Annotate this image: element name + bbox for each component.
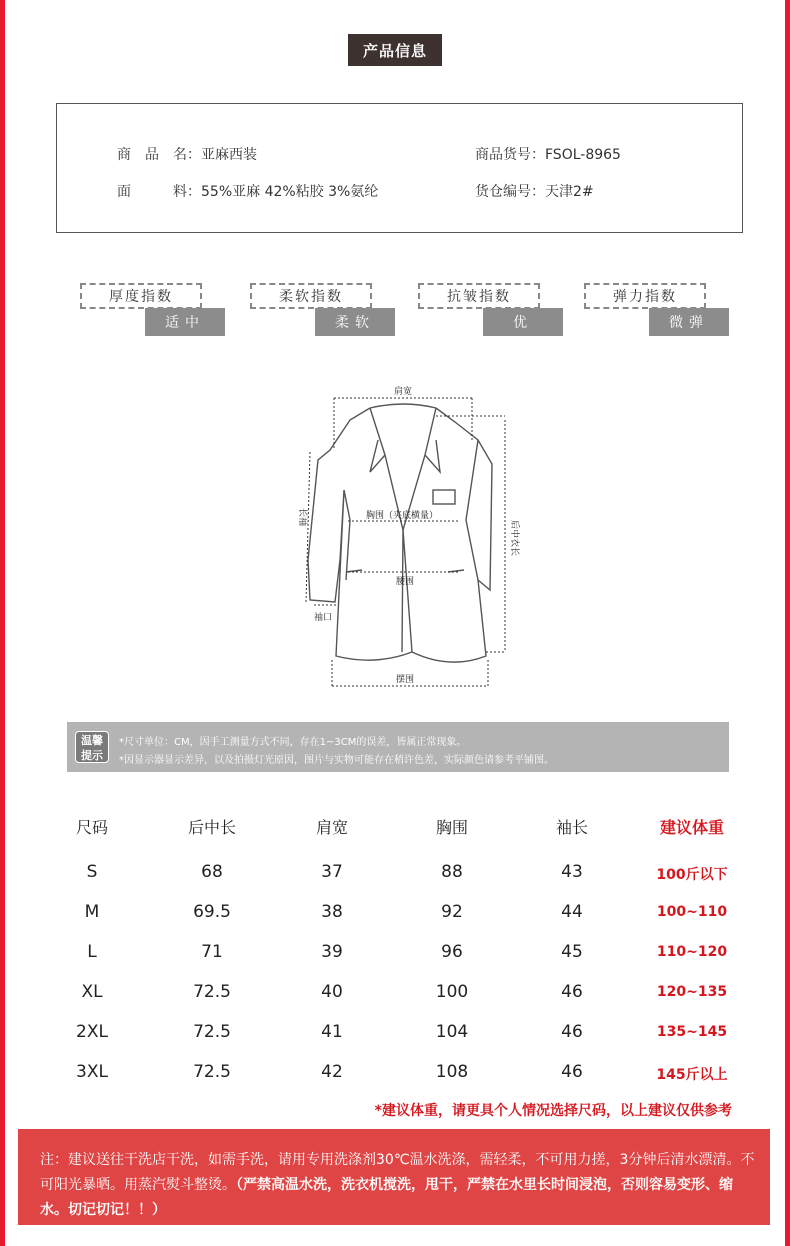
size-cell: 3XL [76, 1062, 108, 1082]
shoulder-cell: 38 [321, 902, 343, 922]
chest-label: 胸围（夹底横量） [366, 511, 439, 521]
shoulder-cell: 41 [321, 1022, 343, 1042]
jacket-sketch [290, 380, 530, 690]
header-sleeve: 袖长 [555, 818, 588, 837]
sleeve-cell: 46 [561, 1022, 583, 1042]
product-name-value: 亚麻西装 [201, 147, 257, 163]
elasticity-index [584, 283, 732, 339]
size-cell: M [84, 902, 100, 922]
size-cell: S [86, 862, 98, 882]
back-length-cell: 72.5 [193, 1062, 231, 1082]
hem-label: 摆围 [396, 675, 415, 685]
shoulder-label: 肩宽 [394, 387, 413, 397]
product-name-row [117, 144, 257, 164]
product-info-box [56, 103, 743, 233]
product-sku-value: FSOL-8965 [545, 147, 621, 163]
wrinkle-index [418, 283, 566, 339]
weight-cell: 100斤以下 [656, 867, 728, 883]
chest-cell: 88 [441, 862, 463, 882]
weight-cell: 120~135 [656, 984, 728, 1000]
section-title: 产品信息 [348, 34, 442, 66]
sleeve-cell: 46 [561, 982, 583, 1002]
thickness-index-label: 厚度指数 [80, 283, 202, 309]
size-cell: L [87, 942, 97, 962]
elasticity-index-value: 微弹 [649, 308, 729, 336]
product-sku-label: 商品货号： [475, 147, 545, 163]
weight-cell: 135~145 [656, 1024, 728, 1040]
header-back-length: 后中长 [187, 818, 236, 837]
weight-note: *建议体重，请更具个人情况选择尺码，以上建议仅供参考 [374, 1103, 732, 1119]
chest-cell: 100 [435, 982, 469, 1002]
chest-cell: 104 [435, 1022, 469, 1042]
back-length-label: 后中衣长 [509, 520, 519, 557]
wrinkle-index-label: 抗皱指数 [418, 283, 540, 309]
chest-cell: 96 [441, 942, 463, 962]
elasticity-index-label: 弹力指数 [584, 283, 706, 309]
header-size: 尺码 [75, 818, 108, 837]
header-weight: 建议体重 [659, 818, 724, 837]
sleeve-cell: 43 [561, 862, 583, 882]
softness-index-value: 柔软 [315, 308, 395, 336]
warehouse-row [475, 181, 594, 201]
softness-index [250, 283, 398, 339]
tip-banner [67, 722, 729, 772]
tip-line-1: *尺寸单位：CM，因手工测量方式不同，存在1~3CM的误差，皆属正常现象。 [119, 737, 467, 748]
size-cell: XL [81, 982, 103, 1002]
back-length-cell: 72.5 [193, 1022, 231, 1042]
shoulder-cell: 37 [321, 862, 343, 882]
sleeve-cell: 45 [561, 942, 583, 962]
tip-line-2: *因显示器显示差异，以及拍摄灯光原因，图片与实物可能存在稍许色差，实际颜色请参考平铺图。 [119, 755, 554, 766]
back-length-cell: 71 [201, 942, 223, 962]
sleeve-cell: 46 [561, 1062, 583, 1082]
chest-cell: 92 [441, 902, 463, 922]
right-border [785, 0, 790, 1246]
thickness-index-value: 适中 [145, 308, 225, 336]
fabric-label: 面 料： [117, 184, 201, 200]
shoulder-cell: 40 [321, 982, 343, 1002]
back-length-cell: 68 [201, 862, 223, 882]
warehouse-value: 天津2# [545, 184, 594, 200]
sleeve-length-label: 长袖 [297, 508, 307, 527]
care-notice [18, 1129, 770, 1225]
tip-badge-line1: 温馨 [81, 734, 103, 747]
tip-badge-line2: 提示 [81, 749, 103, 762]
fabric-value: 55%亚麻 42%粘胶 3%氨纶 [201, 184, 379, 200]
header-chest: 胸围 [435, 818, 468, 837]
size-cell: 2XL [76, 1022, 108, 1042]
back-length-cell: 69.5 [193, 902, 231, 922]
shoulder-cell: 39 [321, 942, 343, 962]
tip-badge [75, 731, 109, 763]
chest-cell: 108 [435, 1062, 469, 1082]
product-sku-row [475, 144, 621, 164]
wrinkle-index-value: 优 [483, 308, 563, 336]
measurement-diagram [290, 380, 530, 690]
shoulder-cell: 42 [321, 1062, 343, 1082]
back-length-cell: 72.5 [193, 982, 231, 1002]
fabric-row [117, 181, 378, 201]
thickness-index [80, 283, 228, 339]
care-text [40, 1148, 756, 1223]
sleeve-cell: 44 [561, 902, 583, 922]
left-border [0, 0, 5, 1246]
product-name-label: 商 品 名： [117, 147, 201, 163]
warehouse-label: 货仓编号： [475, 184, 545, 200]
cuff-label: 袖口 [314, 613, 333, 623]
softness-index-label: 柔软指数 [250, 283, 372, 309]
care-text-bold: （严禁高温水洗，洗衣机搅洗，甩干，严禁在水里长时间浸泡，否则容易变形、缩水。切记切记！！） [40, 1177, 733, 1218]
header-shoulder: 肩宽 [315, 818, 348, 837]
weight-cell: 110~120 [656, 944, 728, 960]
waist-label: 腰围 [396, 577, 415, 587]
weight-cell: 100~110 [656, 904, 728, 920]
care-text-normal: 注：建议送往干洗店干洗，如需手洗，请用专用洗涤剂30℃温水洗涤，需轻柔，不可用力搓，3分钟后清水漂清。不可阳光暴晒。用蒸汽熨斗整烫。 [40, 1152, 755, 1193]
weight-cell: 145斤以上 [656, 1067, 728, 1083]
